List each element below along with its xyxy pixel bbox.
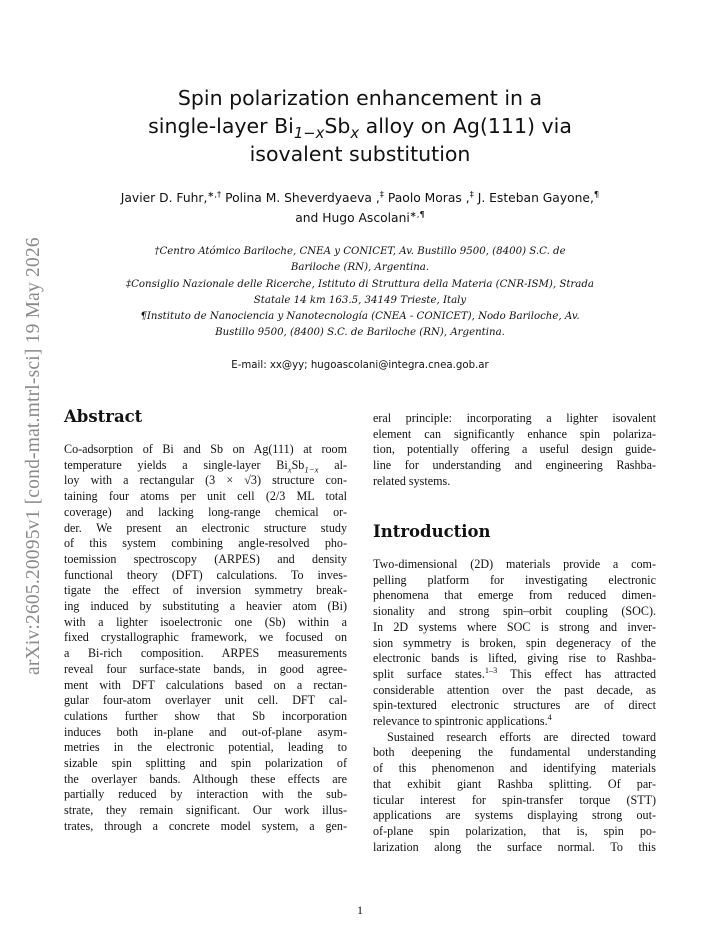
intro-line: phenomena that emerge from reduced dimen- bbox=[373, 588, 656, 603]
abstract-continuation bbox=[373, 411, 656, 490]
author-name: Polina M. Sheverdyaeva , bbox=[221, 191, 380, 205]
author-name: and Hugo Ascolani bbox=[295, 211, 410, 225]
affiliation-line: ¶Instituto de Nanociencia y Nanotecnología (CNEA - CONICET), Nodo Bariloche, Av. bbox=[140, 311, 580, 323]
intro-line: In 2D systems where SOC is strong and inver- bbox=[373, 619, 656, 634]
author-name: J. Esteban Gayone, bbox=[473, 191, 594, 205]
author-affil-mark: ¶ bbox=[593, 188, 600, 199]
intro-line: of this phenomenon and identifying materials bbox=[373, 761, 656, 776]
abstract-text: al- bbox=[318, 457, 348, 472]
intro-line: both deepening the fundamental understanding bbox=[373, 745, 656, 760]
abstract-line: metries in the electronic potential, leading to bbox=[64, 740, 347, 755]
title-subscript: 1−x bbox=[293, 125, 325, 143]
abstract-line: taining four atoms per unit cell (2/3 ML total bbox=[64, 489, 347, 504]
abstract-line: toemission spectroscopy (ARPES) and density bbox=[64, 551, 347, 566]
abstract-line: functional theory (DFT) calculations. To inves- bbox=[64, 567, 347, 582]
author-affil-mark: ∗,¶ bbox=[409, 208, 425, 219]
intro-line: Two-dimensional (2D) materials provide a com- bbox=[373, 557, 656, 571]
intro-line bbox=[373, 667, 656, 683]
introduction-body bbox=[373, 557, 656, 855]
affiliation-line: Bariloche (RN), Argentina. bbox=[290, 262, 430, 274]
introduction-heading: Introduction bbox=[373, 522, 491, 541]
abstract-line: the overlayer bands. Although these effects are bbox=[64, 771, 347, 786]
citation-ref: 1–3 bbox=[484, 665, 498, 675]
abstract-line bbox=[64, 458, 347, 474]
author-affil-mark: ‡ bbox=[379, 188, 384, 199]
intro-line: ticular interest for spin-transfer torque (STT) bbox=[373, 792, 656, 807]
affiliation-line: ‡Consiglio Nazionale delle Ricerche, Istituto di Struttura della Materia (CNR-ISM), Strada bbox=[126, 278, 594, 290]
affiliation-line: Bustillo 9500, (8400) S.C. de Bariloche (RN), Argentina. bbox=[215, 327, 505, 339]
abstract-line: line for understanding and engineering Rashba- bbox=[373, 458, 656, 473]
author-list bbox=[70, 188, 650, 228]
intro-line: spin-textured electronic structures are of direct bbox=[373, 698, 656, 713]
intro-text: relevance to spintronic applications. bbox=[373, 714, 548, 729]
abstract-line: induces both in-plane and out-of-plane asym- bbox=[64, 724, 347, 739]
affiliations bbox=[70, 244, 650, 342]
title-line-2 bbox=[80, 112, 640, 143]
abstract-line: with a lighter isoelectronic one (Sb) within a bbox=[64, 614, 347, 629]
abstract-text: temperature yields a single-layer Bi bbox=[64, 457, 288, 472]
abstract-line: trates, through a concrete model system, a gen- bbox=[64, 818, 347, 833]
abstract-line: gular four-atom overlayer unit cell. DFT cal- bbox=[64, 693, 347, 708]
abstract-text: Sb bbox=[291, 457, 305, 472]
intro-line: sionality and strong spin–orbit coupling (SOC). bbox=[373, 604, 656, 619]
author-line-1 bbox=[70, 188, 650, 208]
author-name: Paolo Moras , bbox=[383, 191, 470, 205]
abstract-line: tion, potentially offering a useful design guide- bbox=[373, 442, 656, 457]
abstract-heading: Abstract bbox=[64, 407, 143, 426]
abstract-line: loy with a rectangular (3 × √3) structure con- bbox=[64, 473, 347, 488]
arxiv-identifier-stamp: arXiv:2605.20095v1 [cond-mat.mtrl-sci] 19 May 2026 bbox=[23, 237, 44, 675]
abstract-line: coverage) and lacking long-range chemical or- bbox=[64, 504, 347, 519]
abstract-line: ment with DFT calculations based on a rectan- bbox=[64, 677, 347, 692]
intro-line bbox=[373, 714, 656, 730]
abstract-line: der. We present an electronic structure study bbox=[64, 520, 347, 535]
intro-line: Sustained research efforts are directed toward bbox=[387, 729, 656, 744]
abstract-line: of this system combining angle-resolved pho- bbox=[64, 536, 347, 551]
abstract-line: culations further show that Sb incorporation bbox=[64, 708, 347, 723]
abstract-line: Co-adsorption of Bi and Sb on Ag(111) at room bbox=[64, 442, 347, 456]
intro-line: of-plane spin polarization, that is, spin po- bbox=[373, 823, 656, 838]
author-affil-mark: ‡ bbox=[469, 188, 474, 199]
abstract-line: reveal four surface-state bands, in good agree- bbox=[64, 661, 347, 676]
title-text: alloy on Ag(111) via bbox=[359, 114, 572, 138]
abstract-line: element can significantly enhance spin polariza- bbox=[373, 426, 656, 441]
title-line-3: isovalent substitution bbox=[249, 142, 471, 166]
title-line-1: Spin polarization enhancement in a bbox=[177, 86, 543, 110]
abstract-line: related systems. bbox=[373, 473, 451, 488]
title-text: Sb bbox=[324, 114, 351, 138]
abstract-subscript: x bbox=[287, 464, 292, 475]
title-text: single-layer Bi bbox=[148, 114, 294, 138]
citation-ref: 4 bbox=[547, 713, 552, 722]
intro-text: This effect has attracted bbox=[497, 666, 656, 681]
abstract-line: partially reduced by interaction with the sub- bbox=[64, 787, 347, 802]
affiliation-line: †Centro Atómico Bariloche, CNEA y CONICET, Av. Bustillo 9500, (8400) S.C. de bbox=[154, 246, 566, 257]
intro-line: considerable attention over the past decade, as bbox=[373, 682, 656, 697]
intro-line: applications are systems displaying strong out- bbox=[373, 808, 656, 823]
intro-line: sion symmetry is broken, spin degeneracy of the bbox=[373, 635, 656, 650]
author-name: Javier D. Fuhr, bbox=[120, 191, 208, 205]
abstract-line: fixed crystallographic framework, we focused on bbox=[64, 630, 347, 645]
abstract-line: a Bi-rich composition. ARPES measurements bbox=[64, 646, 347, 661]
page-number: 1 bbox=[357, 903, 363, 917]
author-affil-mark: ∗,† bbox=[207, 188, 222, 199]
abstract-line: tigate the effect of inversion symmetry break- bbox=[64, 583, 347, 598]
title-subscript: x bbox=[350, 125, 360, 143]
paper-title bbox=[80, 84, 640, 168]
abstract-line: eral principle: incorporating a lighter isovalent bbox=[373, 411, 656, 425]
abstract-line: strate, they remain significant. Our work illus- bbox=[64, 803, 347, 818]
intro-text: split surface states. bbox=[373, 666, 485, 681]
author-line-2 bbox=[70, 208, 650, 228]
intro-line: pelling platform for investigating electronic bbox=[373, 572, 656, 587]
intro-line: larization along the surface normal. To this bbox=[373, 839, 656, 854]
intro-line: that exhibit giant Rashba splitting. Of par- bbox=[373, 776, 656, 791]
affiliation-line: Statale 14 km 163.5, 34149 Trieste, Italy bbox=[253, 294, 467, 306]
abstract-line: sizable spin splitting and spin polarization of bbox=[64, 756, 347, 771]
intro-line: electronic bands is lifted, giving rise to Rashba- bbox=[373, 651, 656, 666]
contact-email: E-mail: xx@yy; hugoascolani@integra.cnea.gob.ar bbox=[231, 360, 489, 371]
abstract-line: ing induced by substituting a heavier atom (Bi) bbox=[64, 599, 347, 614]
abstract-body bbox=[64, 442, 347, 835]
abstract-subscript: 1−x bbox=[304, 464, 319, 475]
